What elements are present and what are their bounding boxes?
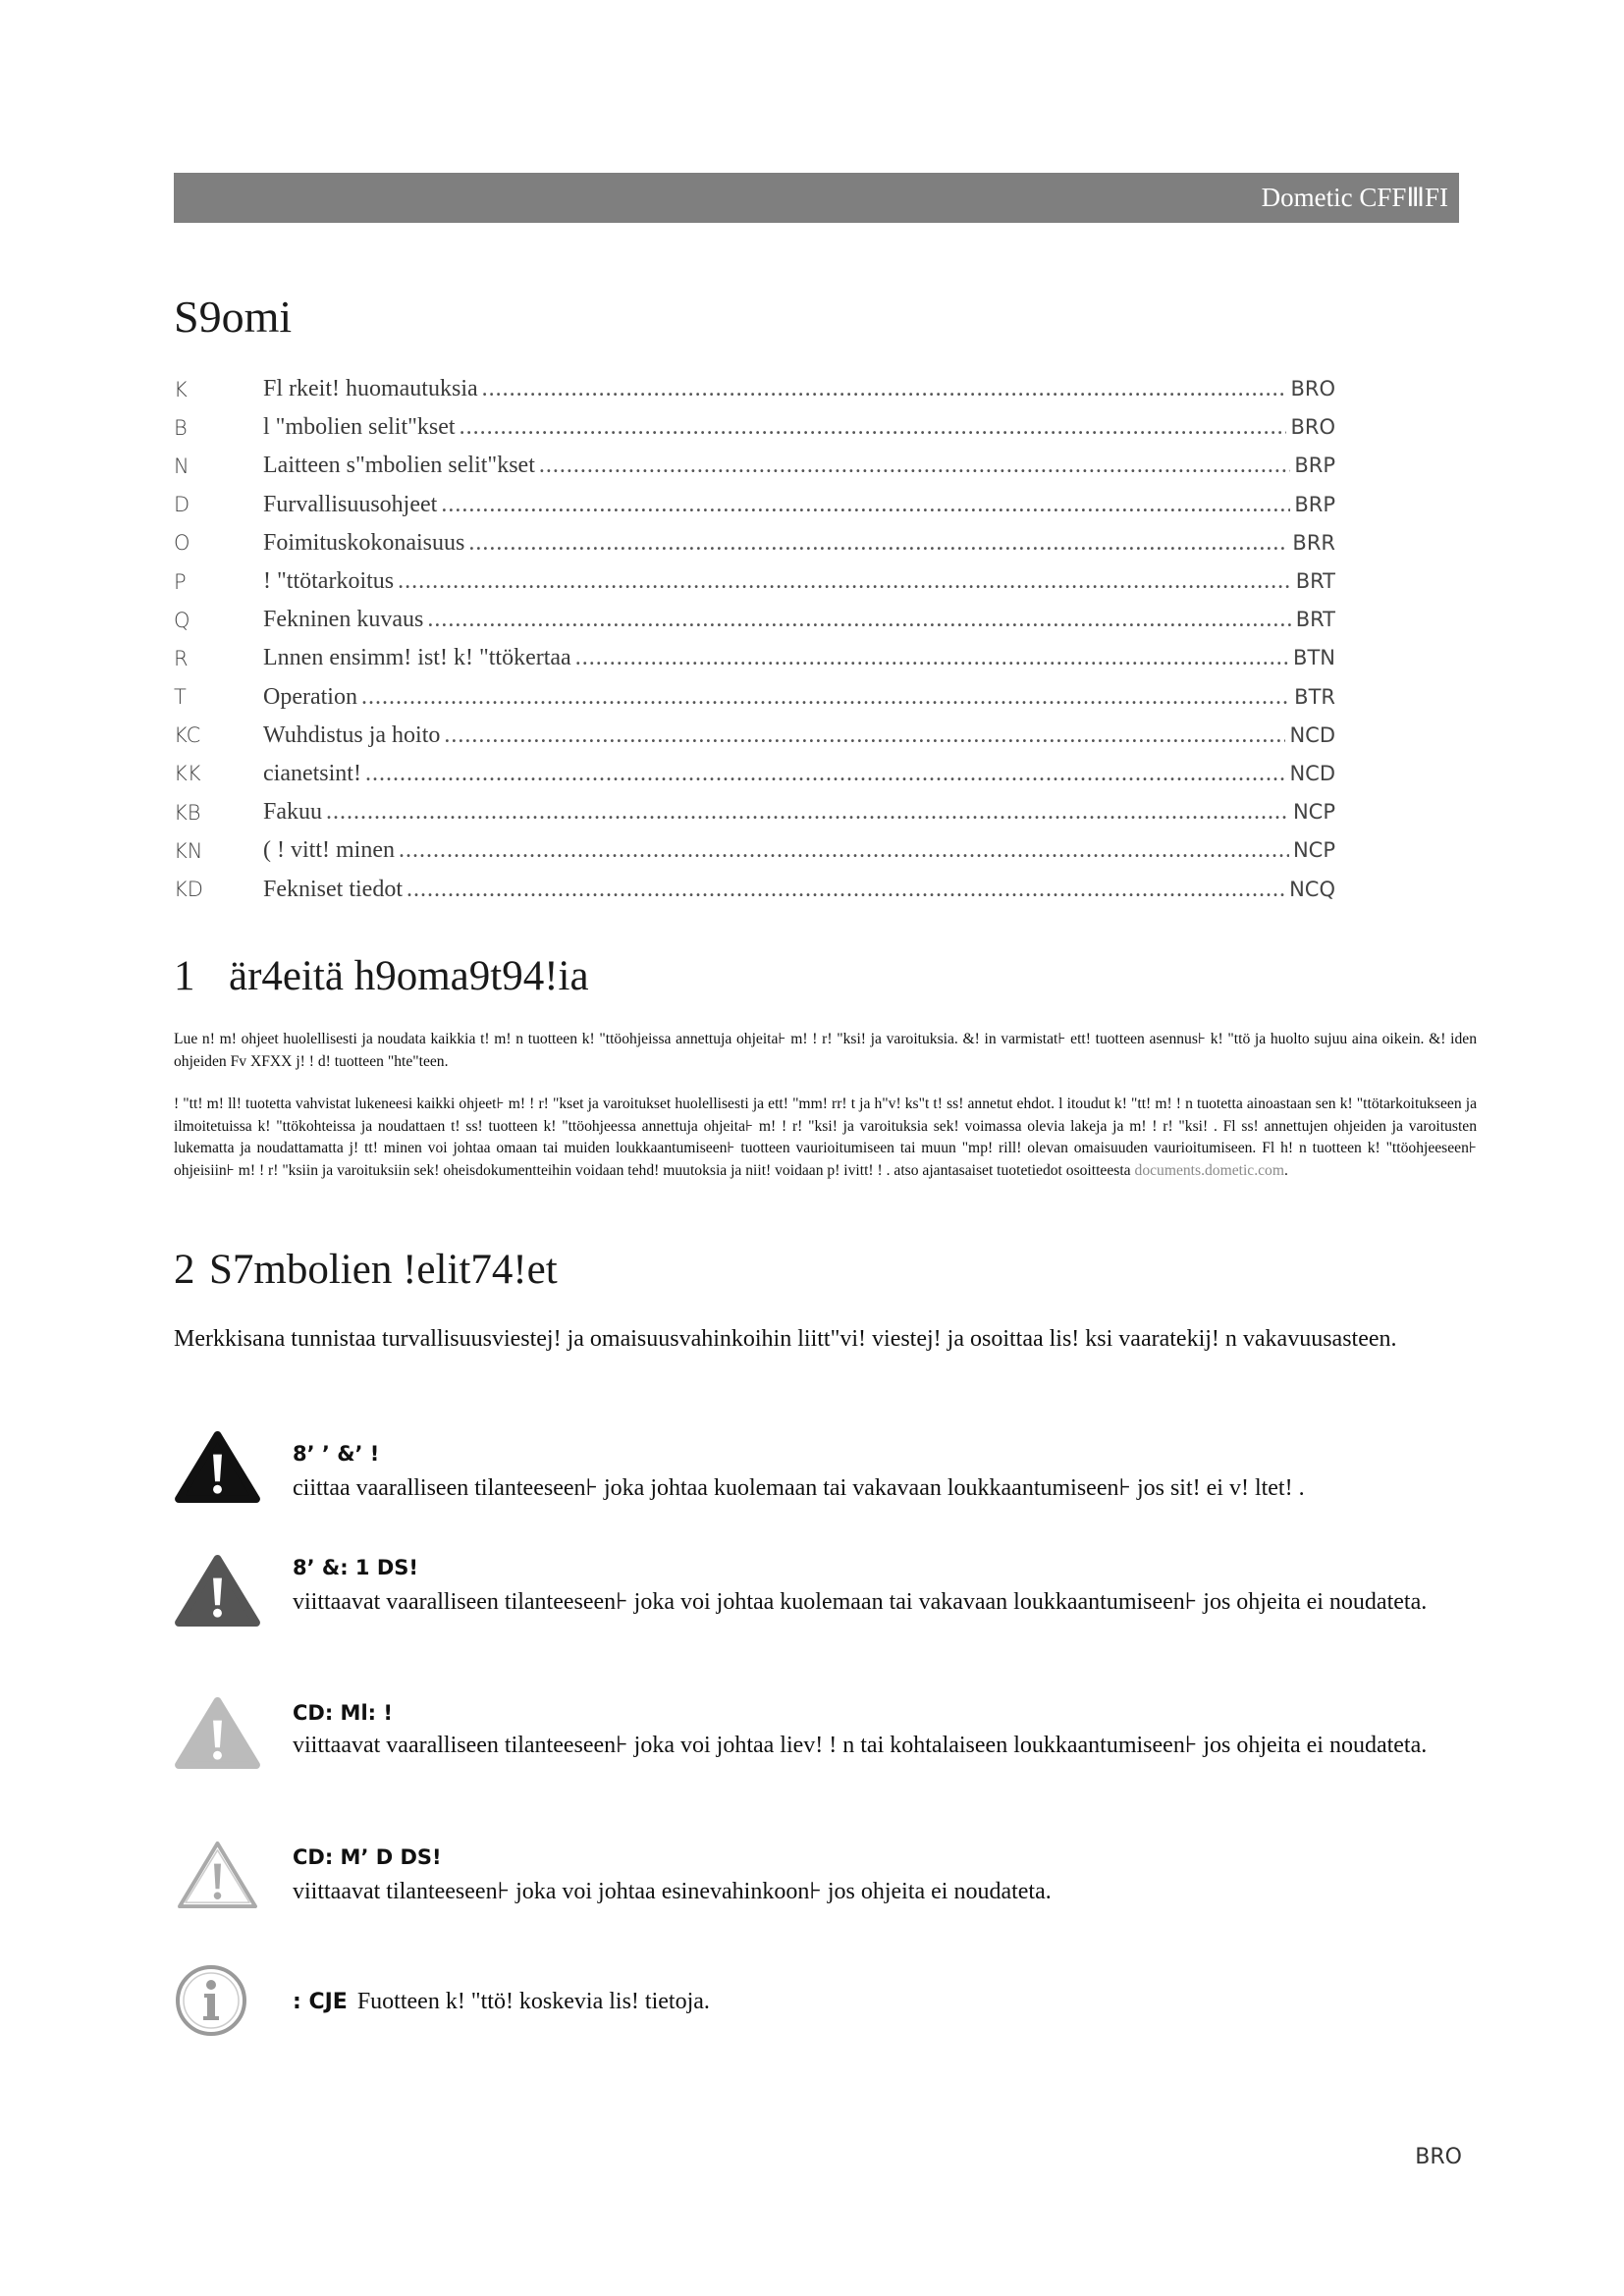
toc-page-number: BRP xyxy=(1294,492,1335,516)
paragraph-end: . xyxy=(1283,1161,1288,1179)
toc-page-number: BTN xyxy=(1293,646,1335,670)
toc-page-number: BRT xyxy=(1295,608,1335,632)
toc-number: T xyxy=(174,685,187,710)
warning-description: viittaavat vaaralliseen tilanteeseen⊦ joka voi johtaa kuolemaan tai vakavaan loukkaantumiseen⊦ jos ohjeita ei noudateta. xyxy=(293,1589,1428,1615)
toc-entry xyxy=(174,447,1335,485)
toc-title: Fl rkeit! huomautuksia xyxy=(263,376,478,402)
toc-leader-dots xyxy=(441,492,1290,518)
toc-entry xyxy=(174,562,1335,601)
note-text: Fuotteen k! "ttö! koskevia lis! tietoja. xyxy=(356,1989,710,2014)
toc-title: Operation xyxy=(263,683,357,710)
toc-entry xyxy=(174,524,1335,562)
notice-icon xyxy=(174,1837,261,1912)
section-2-intro: Merkkisana tunnistaa turvallisuusviestej! ja omaisuusvahinkoihin liitt"vi! viestej! ja osoittaa lis! ksi vaaratekij! n vakavuusasteen. xyxy=(174,1326,1397,1352)
toc-title: ! "ttötarkoitus xyxy=(263,568,395,595)
note-label: : CJE xyxy=(293,1990,348,2014)
toc-title: Foimituskokonaisuus xyxy=(263,529,465,556)
toc-page-number: NCP xyxy=(1292,838,1335,863)
toc-title: Fekniset tiedot xyxy=(263,876,403,902)
notice-signal-word: CD: M’ D DS! xyxy=(293,1845,442,1869)
toc-leader-dots xyxy=(326,799,1289,826)
toc-page-number: BRO xyxy=(1290,415,1335,440)
toc-number: D xyxy=(174,493,190,517)
toc-number: KK xyxy=(174,762,201,786)
toc-page-number: BRP xyxy=(1294,454,1335,478)
toc-title: Fakuu xyxy=(263,799,322,826)
danger-description: ciittaa vaaralliseen tilanteeseen⊦ joka johtaa kuolemaan tai vakavaan loukkaantumiseen⊦ jos sit! ei v! ltet! . xyxy=(293,1475,1305,1501)
toc-entry xyxy=(174,717,1335,755)
toc-entry xyxy=(174,678,1335,717)
toc-number: KC xyxy=(174,723,201,748)
toc-title: Wuhdistus ja hoito xyxy=(263,721,441,748)
toc-entry xyxy=(174,639,1335,677)
toc-leader-dots xyxy=(361,684,1290,711)
toc-leader-dots xyxy=(444,722,1285,749)
toc-leader-dots xyxy=(575,645,1289,671)
document-header-title: Dometic CFFⅢFI xyxy=(1261,183,1448,212)
toc-page-number: BRO xyxy=(1290,377,1335,401)
toc-leader-dots xyxy=(460,414,1287,441)
section-2-number: 2 xyxy=(174,1247,195,1293)
toc-entry xyxy=(174,370,1335,408)
toc-number: K xyxy=(174,377,188,401)
toc-entry xyxy=(174,870,1335,908)
document-header-bar xyxy=(174,173,1459,223)
toc-title: Lnnen ensimm! ist! k! "ttökertaa xyxy=(263,645,571,671)
toc-number: R xyxy=(174,646,189,670)
toc-title: cianetsint! xyxy=(263,760,361,786)
caution-description: viittaavat vaaralliseen tilanteeseen⊦ joka voi johtaa liev! ! n tai kohtalaiseen loukkaantumiseen⊦ jos ohjeita ei noudateta. xyxy=(293,1733,1428,1758)
caution-signal-word: CD: Ml: ! xyxy=(293,1701,393,1725)
note-line xyxy=(293,1985,710,2019)
toc-page-number: NCP xyxy=(1292,800,1335,825)
toc-entry xyxy=(174,793,1335,831)
toc-title: ( ! vitt! minen xyxy=(263,837,395,864)
toc-title: l "mbolien selit"kset xyxy=(263,414,456,441)
toc-entry xyxy=(174,601,1335,639)
toc-page-number: BTR xyxy=(1294,684,1335,709)
page-number: BRO xyxy=(1415,2145,1462,2169)
caution-icon xyxy=(174,1695,261,1771)
toc-number: KD xyxy=(174,878,203,902)
section-2-heading xyxy=(174,1248,558,1293)
toc-page-number: NCD xyxy=(1289,761,1335,785)
toc-number: N xyxy=(174,454,189,478)
toc-title: Laitteen s"mbolien selit"kset xyxy=(263,453,535,479)
toc-entry xyxy=(174,755,1335,793)
toc-number: KN xyxy=(174,838,203,863)
toc-title: Fekninen kuvaus xyxy=(263,607,424,633)
toc-leader-dots xyxy=(399,837,1289,864)
toc-leader-dots xyxy=(468,530,1288,557)
page-title: S9omi xyxy=(174,292,293,342)
section-1-paragraph-2 xyxy=(174,1094,1477,1182)
toc-page-number: BRR xyxy=(1292,530,1335,555)
toc-page-number: NCD xyxy=(1289,722,1335,747)
toc-leader-dots xyxy=(539,453,1290,479)
section-1-heading xyxy=(174,954,589,999)
documents-link[interactable]: documents.dometic.com xyxy=(1134,1161,1284,1179)
toc-number: P xyxy=(174,569,187,594)
section-1-paragraph-2-text: ! "tt! m! ll! tuotetta vahvistat lukeneesi kaikki ohjeet⊦ m! ! r! "kset ja varoitukset huolellisesti ja ett! "mm! rr! t ja h"v! ks"t t! ss! annetut ehdot. l itoudut k! "tt! m! ! n tuotetta ainoastaan sen k! "ttötarkoitukseen ja ilmoitetuissa k! "ttökohteissa ja noudattaen t! ss! tuotteen k! "ttöohjeessa annettuja ohjeita⊦ m! ! r! "ksi! ja varoituksia sek! voimassa olevia lakeja ja m! ! r! "ksi! . Fl ss! annettujen ohjeiden ja varoitusten lukematta ja noudattamatta j! tt! minen voi johtaa omaan tai muiden loukkaantumiseen⊦ tuotteen vaurioitumiseen tai muun "mp! rill! olevan omaisuuden vaurioitumiseen. Fl h! n tuotteen k! "ttöohjeeseen⊦ ohjeisiin⊦ m! ! r! "ksiin ja varoituksiin sek! oheisdokumentteihin voidaan tehd! muutoksia ja niit! voidaan p! ivitt! ! . atso ajantasaiset tuotetiedot osoitteesta xyxy=(174,1095,1477,1179)
table-of-contents xyxy=(174,370,1335,909)
danger-signal-word: 8’ ’ &’ ! xyxy=(293,1442,380,1466)
toc-number: B xyxy=(174,415,188,440)
toc-page-number: NCQ xyxy=(1289,877,1335,901)
section-2-title: S7mbolien !elit74!et xyxy=(209,1247,558,1293)
toc-leader-dots xyxy=(398,568,1292,595)
toc-leader-dots xyxy=(406,877,1285,903)
toc-page-number: BRT xyxy=(1295,569,1335,594)
toc-number: O xyxy=(174,531,190,556)
toc-leader-dots xyxy=(427,607,1291,633)
info-icon xyxy=(174,1963,248,2038)
toc-leader-dots xyxy=(482,376,1287,402)
danger-icon xyxy=(174,1429,261,1505)
section-1-paragraph-1: Lue n! m! ohjeet huolellisesti ja noudata kaikkia t! m! n tuotteen k! "ttöohjeissa annettuja ohjeita⊦ m! ! r! "ksi! ja varoituksia. &! in varmistat⊦ ett! tuotteen asennus⊦ k! "ttö ja huolto sujuu aina oikein. &! iden ohjeiden Fv XFXX j! ! d! tuotteen "hte"teen. xyxy=(174,1031,1477,1070)
section-1-number: 1 xyxy=(174,953,195,999)
section-1-title: är4eitä h9oma9t94!ia xyxy=(229,953,589,999)
notice-description: viittaavat tilanteeseen⊦ joka voi johtaa esinevahinkoon⊦ jos ohjeita ei noudateta. xyxy=(293,1879,1052,1904)
warning-icon xyxy=(174,1553,261,1629)
toc-entry xyxy=(174,408,1335,447)
toc-title: Furvallisuusohjeet xyxy=(263,491,438,517)
toc-entry xyxy=(174,831,1335,870)
toc-number: Q xyxy=(174,608,190,632)
toc-number: KB xyxy=(174,800,201,825)
toc-leader-dots xyxy=(365,761,1285,787)
toc-entry xyxy=(174,486,1335,524)
warning-signal-word: 8’ &: 1 DS! xyxy=(293,1556,418,1579)
